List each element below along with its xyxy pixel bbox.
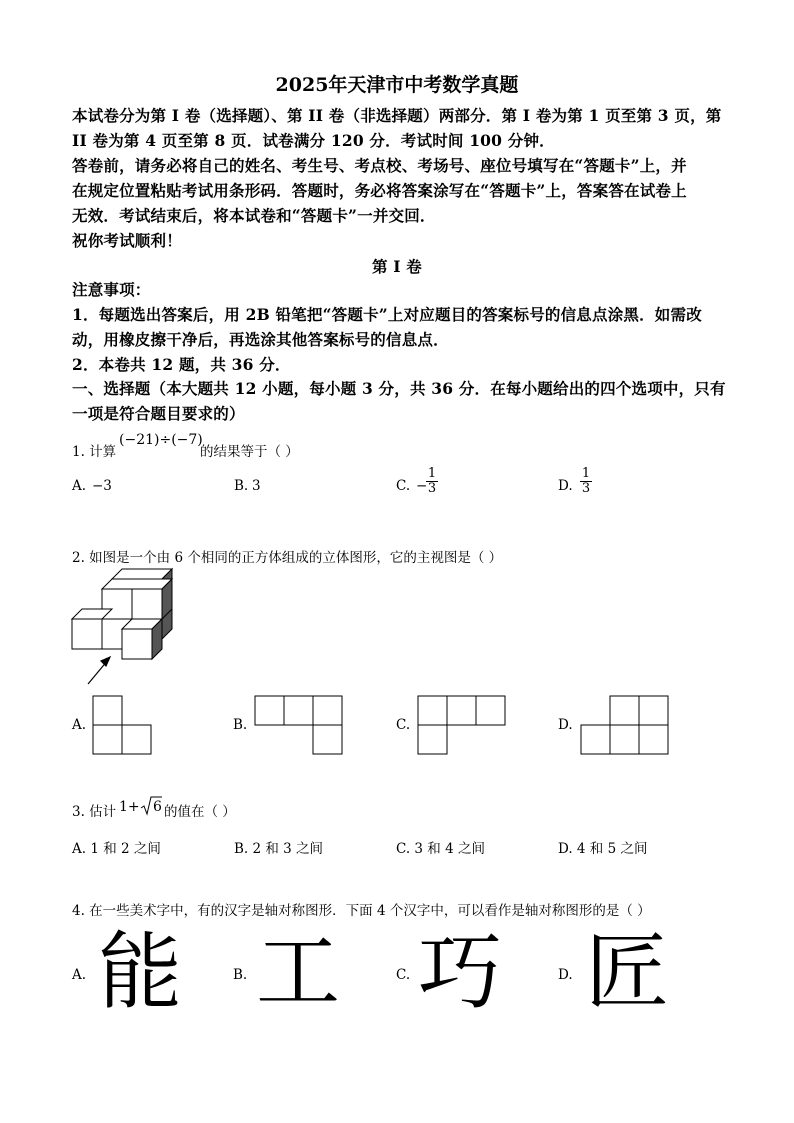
q1-option-c-sign: − [416, 478, 428, 494]
q1-expression: (−21)÷(−7) [119, 432, 203, 448]
q1-option-a-value: −3 [92, 478, 112, 494]
q1-option-d-label: D. [558, 478, 573, 494]
q4-option-c-character: 巧 [418, 923, 503, 1021]
note-2: 2．本卷共 12 题，共 36 分． [72, 355, 291, 374]
q3-prefix: 3. 估计 [72, 804, 117, 820]
q1-option-c-label: C. [396, 478, 411, 494]
q1-option-c-numerator: 1 [427, 466, 437, 481]
cube-top-face [72, 609, 112, 619]
q4-option-d-character: 匠 [585, 923, 670, 1021]
grid-cell [610, 725, 639, 754]
q2-option-d-label: D. [558, 717, 573, 733]
q3-option-c: C. 3 和 4 之间 [396, 841, 485, 857]
grid-cell [476, 696, 505, 725]
q3-option-a: A. 1 和 2 之间 [72, 841, 161, 857]
grid-cell [418, 696, 447, 725]
q1-option-b-value: 3 [252, 478, 261, 494]
cube-top-face [122, 619, 162, 629]
q1-option-d-numerator: 1 [581, 466, 591, 481]
q1-option-d-denominator: 3 [581, 481, 591, 496]
q1-option-c-denominator: 3 [427, 481, 437, 496]
cube-front-face [102, 619, 132, 649]
grid-cell [255, 696, 284, 725]
grid-cell [122, 725, 151, 754]
grid-cell [639, 725, 668, 754]
q4-option-d-label: D. [558, 967, 573, 983]
view-direction-arrow [88, 660, 108, 684]
q2-option-c-label: C. [396, 717, 411, 733]
intro-line-5: 无效．考试结束后，将本试卷和“答题卡”一并交回． [72, 206, 436, 225]
grid-cell [313, 725, 342, 754]
grid-cell [418, 725, 447, 754]
note-1-line-1: 1．每题选出答案后，用 2B 铅笔把“答题卡”上对应题目的答案标号的信息点涂黑．如需改 [72, 305, 702, 324]
q1-option-b-label: B. [234, 478, 249, 494]
q2-option-b-label: B. [233, 717, 248, 733]
q1-option-c-fraction [426, 467, 438, 496]
q2-option-a-label: A. [72, 717, 87, 733]
cube-front-face [132, 589, 162, 619]
q4-option-c-label: C. [396, 967, 411, 983]
cube-front-face [102, 589, 132, 619]
cube-right-face [162, 569, 172, 639]
q1-option-a-label: A. [72, 478, 87, 494]
cube-top-face [102, 579, 172, 589]
q3-suffix: 的值在（ ） [164, 804, 236, 820]
grid-cell [581, 725, 610, 754]
part-one-line-1: 一、选择题（本大题共 12 小题，每小题 3 分，共 36 分．在每小题给出的四个选项中，只有 [72, 379, 726, 398]
grid-cell [93, 725, 122, 754]
grid-cell [447, 696, 476, 725]
section-title: 第 I 卷 [371, 257, 423, 276]
q3-option-d: D. 4 和 5 之间 [558, 841, 648, 857]
notes-heading: 注意事项： [72, 280, 151, 299]
cube-front-face [122, 629, 152, 659]
q4-option-b-label: B. [233, 967, 248, 983]
q4-option-a-character: 能 [98, 923, 183, 1021]
intro-line-3: 答卷前，请务必将自己的姓名、考生号、考点校、考场号、座位号填写在“答题卡”上，并 [72, 156, 687, 175]
grid-cell [93, 696, 122, 725]
q2-text: 2. 如图是一个由 6 个相同的正方体组成的立体图形，它的主视图是（ ） [72, 550, 503, 566]
cube-right-face [152, 619, 162, 659]
q3-expr-a: 1+ [119, 799, 140, 815]
q4-text: 4. 在一些美术字中，有的汉字是轴对称图形．下面 4 个汉字中，可以看作是轴对称图形的是（ ） [72, 903, 651, 919]
grid-cell [313, 696, 342, 725]
grid-cell [284, 696, 313, 725]
intro-line-4: 在规定位置粘贴考试用条形码．答题时，务必将答案涂写在“答题卡”上，答案答在试卷上 [72, 181, 687, 200]
page-title: 2025年天津市中考数学真题 [275, 74, 519, 96]
q1-prefix: 1. 计算 [72, 444, 117, 460]
cube-top-face [112, 569, 172, 579]
q1-option-d-fraction [580, 467, 592, 496]
q3-expr-root: 6 [153, 799, 162, 815]
q3-option-b: B. 2 和 3 之间 [234, 841, 324, 857]
grid-cell [639, 696, 668, 725]
cube-right-face [162, 579, 172, 619]
intro-line-2: II 卷为第 4 页至第 8 页．试卷满分 120 分．考试时间 100 分钟． [72, 131, 555, 150]
q1-suffix: 的结果等于（ ） [200, 444, 299, 460]
intro-line-6: 祝你考试顺利！ [72, 231, 182, 250]
arrow-head-icon [101, 657, 110, 666]
q4-option-b-character: 工 [256, 923, 341, 1021]
intro-line-1: 本试卷分为第 I 卷（选择题）、第 II 卷（非选择题）两部分．第 I 卷为第 1 页至第 3 页，第 [72, 106, 722, 125]
grid-cell [610, 696, 639, 725]
note-1-line-2: 动，用橡皮擦干净后，再选涂其他答案标号的信息点． [72, 330, 449, 349]
cube-front-face [72, 619, 102, 649]
part-one-line-2: 一项是符合题目要求的） [72, 404, 245, 423]
q4-option-a-label: A. [72, 967, 87, 983]
